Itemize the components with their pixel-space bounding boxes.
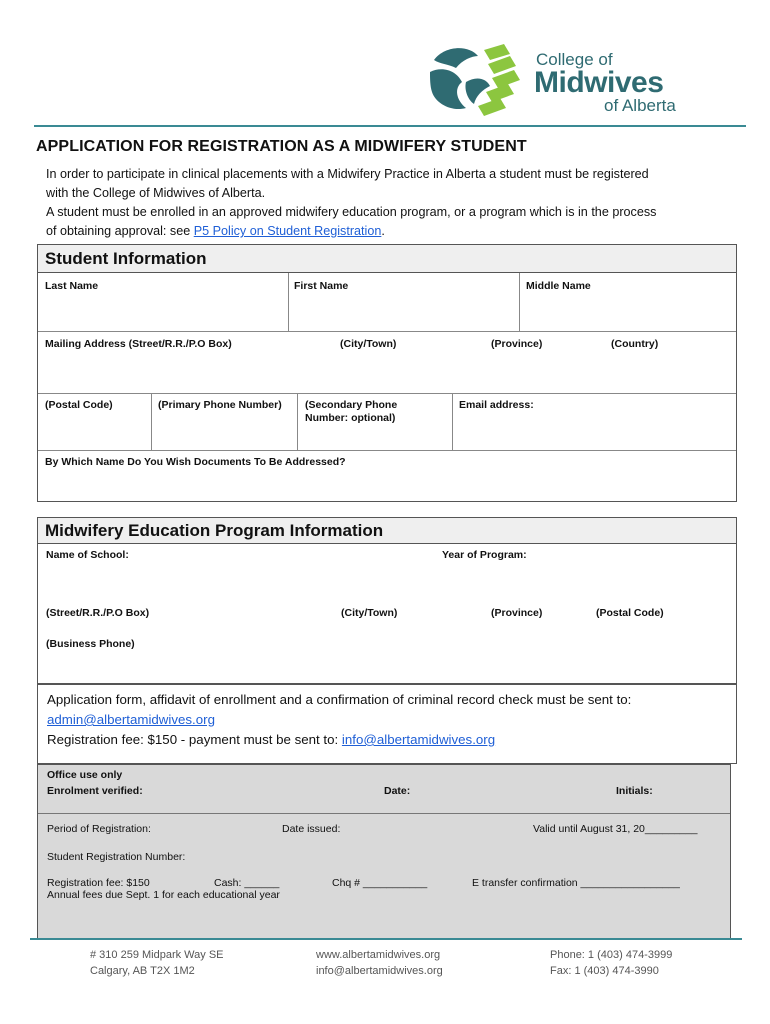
footer-phone: Phone: 1 (403) 474-3999 bbox=[550, 949, 673, 961]
logo-line-2: Midwives bbox=[534, 66, 664, 99]
col-divider bbox=[297, 393, 298, 450]
enrolment-verified-label: Enrolment verified: bbox=[47, 785, 143, 797]
program-postal-label: (Postal Code) bbox=[596, 607, 664, 619]
row-divider bbox=[38, 450, 736, 451]
initials-label: Initials: bbox=[616, 785, 653, 797]
secondary-phone-line-1: (Secondary Phone bbox=[305, 399, 398, 411]
valid-until-label: Valid until August 31, 20_________ bbox=[533, 823, 698, 835]
country-label: (Country) bbox=[611, 338, 659, 350]
date-issued-label: Date issued: bbox=[282, 823, 341, 835]
admin-email-link[interactable]: admin@albertamidwives.org bbox=[47, 712, 215, 727]
footer-rule bbox=[30, 938, 742, 940]
office-use-section bbox=[37, 764, 731, 940]
col-divider bbox=[151, 393, 152, 450]
secondary-phone-label bbox=[305, 399, 397, 425]
intro-line-3: A student must be enrolled in an approved midwifery education program, or a program which is in the process bbox=[46, 205, 657, 219]
program-city-label: (City/Town) bbox=[341, 607, 398, 619]
header-rule bbox=[34, 125, 746, 127]
footer-fax: Fax: 1 (403) 474-3990 bbox=[550, 965, 659, 977]
address-name-label: By Which Name Do You Wish Documents To Be Addressed? bbox=[45, 456, 346, 468]
secondary-phone-line-2: Number: optional) bbox=[305, 412, 396, 424]
logo-line-3: of Alberta bbox=[604, 96, 676, 115]
intro-line-4-prefix: of obtaining approval: see bbox=[46, 224, 194, 238]
footer-website: www.albertamidwives.org bbox=[316, 949, 441, 961]
office-date-label: Date: bbox=[384, 785, 411, 797]
student-info-section bbox=[37, 244, 737, 502]
intro-line-4-suffix: . bbox=[381, 224, 385, 238]
notice-fee-text: Registration fee: $150 - payment must be sent to: bbox=[47, 732, 342, 747]
primary-phone-label: (Primary Phone Number) bbox=[158, 399, 282, 411]
footer-phones bbox=[550, 947, 672, 979]
col-divider bbox=[452, 393, 453, 450]
policy-link[interactable]: P5 Policy on Student Registration bbox=[193, 224, 382, 238]
student-info-heading: Student Information bbox=[38, 245, 736, 273]
province-label: (Province) bbox=[491, 338, 543, 350]
registration-number-label: Student Registration Number: bbox=[47, 851, 186, 863]
notice-line-1: Application form, affidavit of enrollment and a confirmation of criminal record check must be sent to: bbox=[47, 692, 632, 707]
postal-code-label: (Postal Code) bbox=[45, 399, 113, 411]
cheque-label: Chq # ___________ bbox=[332, 877, 428, 889]
program-info-heading: Midwifery Education Program Information bbox=[38, 518, 736, 544]
program-street-label: (Street/R.R./P.O Box) bbox=[46, 607, 150, 619]
etransfer-label: E transfer confirmation _________________ bbox=[472, 877, 680, 889]
city-label: (City/Town) bbox=[340, 338, 397, 350]
business-phone-label: (Business Phone) bbox=[46, 638, 135, 650]
middle-name-label: Middle Name bbox=[526, 280, 591, 292]
row-divider bbox=[38, 331, 736, 332]
col-divider bbox=[519, 273, 520, 331]
program-province-label: (Province) bbox=[491, 607, 543, 619]
col-divider bbox=[288, 273, 289, 331]
intro-line-1: In order to participate in clinical placements with a Midwifery Practice in Alberta a student must be registered bbox=[46, 167, 649, 181]
row-divider bbox=[38, 393, 736, 394]
footer-email: info@albertamidwives.org bbox=[316, 965, 443, 977]
submission-notice bbox=[37, 684, 737, 764]
footer-address bbox=[90, 947, 224, 979]
school-label: Name of School: bbox=[46, 549, 129, 561]
annual-fees-label: Annual fees due Sept. 1 for each educational year bbox=[47, 889, 280, 901]
year-label: Year of Program: bbox=[442, 549, 527, 561]
intro-line-4 bbox=[46, 222, 736, 241]
first-name-label: First Name bbox=[294, 280, 349, 292]
page-title: APPLICATION FOR REGISTRATION AS A MIDWIFERY STUDENT bbox=[36, 138, 527, 155]
office-use-title: Office use only bbox=[47, 769, 123, 781]
period-label: Period of Registration: bbox=[47, 823, 151, 835]
footer-address-line-1: # 310 259 Midpark Way SE bbox=[90, 949, 224, 961]
cash-label: Cash: ______ bbox=[214, 877, 280, 889]
fee-label: Registration fee: $150 bbox=[47, 877, 150, 889]
last-name-label: Last Name bbox=[45, 280, 99, 292]
info-email-link[interactable]: info@albertamidwives.org bbox=[341, 732, 496, 747]
footer-contact bbox=[316, 947, 443, 979]
logo-line-1: College of bbox=[536, 50, 613, 69]
program-info-section bbox=[37, 517, 737, 684]
mailing-address-label: Mailing Address (Street/R.R./P.O Box) bbox=[45, 338, 232, 350]
office-divider bbox=[38, 813, 730, 814]
footer-address-line-2: Calgary, AB T2X 1M2 bbox=[90, 965, 195, 977]
notice-line-3 bbox=[47, 730, 736, 750]
email-label: Email address: bbox=[459, 399, 534, 411]
intro-line-2: with the College of Midwives of Alberta. bbox=[46, 186, 266, 200]
college-logo bbox=[426, 42, 686, 122]
